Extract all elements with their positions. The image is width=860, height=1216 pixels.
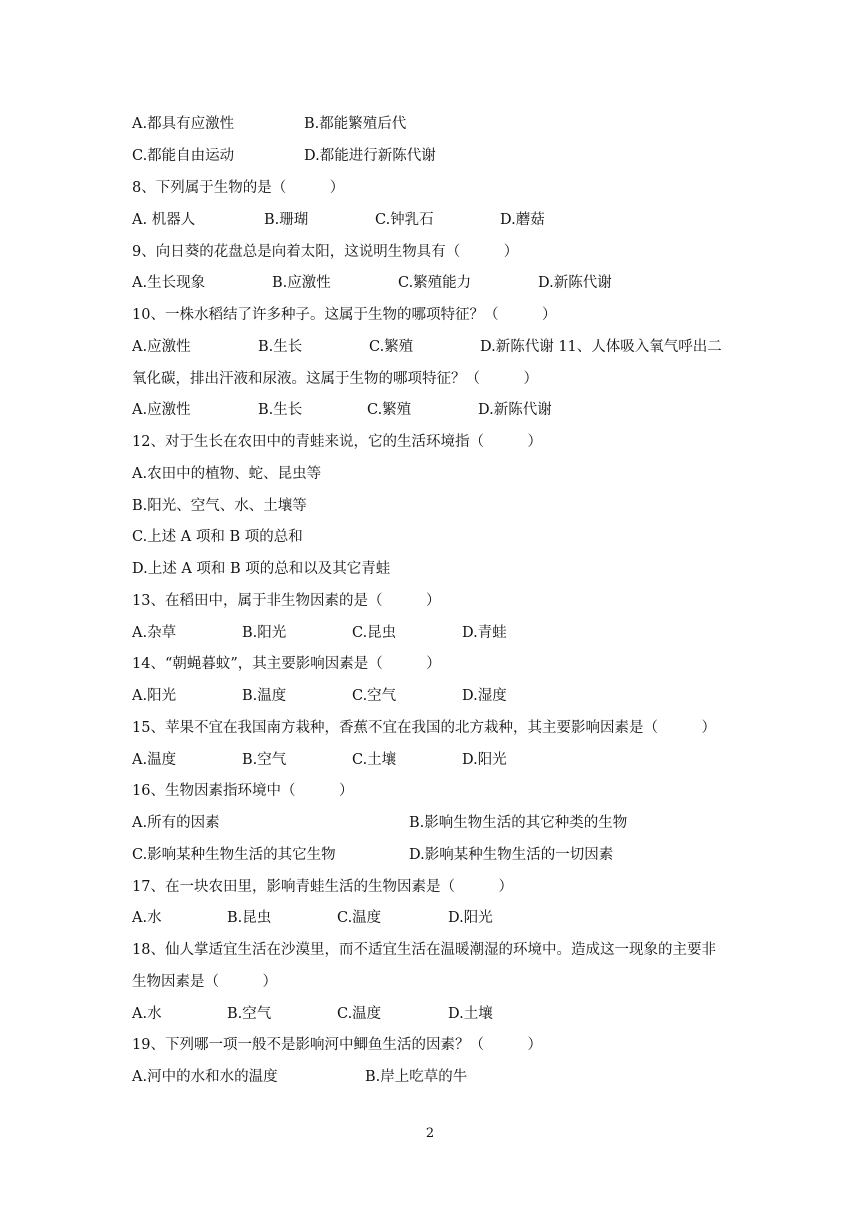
option-d: D.影响某种生物生活的一切因素 xyxy=(409,847,614,863)
option-a: A.农田中的植物、蛇、昆虫等 xyxy=(132,466,322,482)
question-18: 18、仙人掌适宜生活在沙漠里，而不适宜生活在温暖潮湿的环境中。造成这一现象的主要非 xyxy=(132,942,716,958)
question-8: 8、下列属于生物的是（ ） xyxy=(132,180,345,196)
question-13: 13、在稻田中，属于非生物因素的是（ ） xyxy=(132,593,441,609)
option-d: D.新陈代谢 xyxy=(538,275,612,291)
option-b: B.都能繁殖后代 xyxy=(304,116,407,132)
option-c: C.繁殖 xyxy=(367,402,412,418)
option-a: A.水 xyxy=(132,1006,162,1022)
option-c: C.繁殖 xyxy=(369,339,414,355)
option-a: A.河中的水和水的温度 xyxy=(132,1069,278,1085)
option-d: D.阳光 xyxy=(448,910,493,926)
option-c: C.土壤 xyxy=(352,752,397,768)
option-a: A.应激性 xyxy=(132,339,191,355)
question-17: 17、在一块农田里，影响青蛙生活的生物因素是（ ） xyxy=(132,879,513,895)
option-a: A.应激性 xyxy=(132,402,191,418)
option-b: B.影响生物生活的其它种类的生物 xyxy=(409,815,628,831)
option-a: A.温度 xyxy=(132,752,177,768)
option-d: D.湿度 xyxy=(462,688,507,704)
option-b: B.生长 xyxy=(258,402,303,418)
question-15: 15、苹果不宜在我国南方栽种，香蕉不宜在我国的北方栽种，其主要影响因素是（ ） xyxy=(132,720,716,736)
option-c: C.都能自由运动 xyxy=(132,148,235,164)
option-b: B.岸上吃草的牛 xyxy=(365,1069,468,1085)
option-a: A.杂草 xyxy=(132,625,177,641)
option-a: A.都具有应激性 xyxy=(132,116,235,132)
option-a: A. 机器人 xyxy=(132,212,196,228)
page-number: 2 xyxy=(425,1126,435,1141)
option-d: D.阳光 xyxy=(462,752,507,768)
option-b: B.生长 xyxy=(258,339,303,355)
question-11-continued: 氧化碳，排出汗液和尿液。这属于生物的哪项特征？（ ） xyxy=(132,371,538,387)
option-b: B.阳光 xyxy=(242,625,287,641)
option-d: D.上述 A 项和 B 项的总和以及其它青蛙 xyxy=(132,561,391,577)
option-a: A.所有的因素 xyxy=(132,815,220,831)
option-d: D.都能进行新陈代谢 xyxy=(304,148,436,164)
question-10: 10、一株水稻结了许多种子。这属于生物的哪项特征？（ ） xyxy=(132,307,557,323)
option-a: A.阳光 xyxy=(132,688,177,704)
option-b: B.空气 xyxy=(242,752,287,768)
option-c: C.繁殖能力 xyxy=(398,275,472,291)
option-b: B.空气 xyxy=(227,1006,272,1022)
option-a: A.水 xyxy=(132,910,162,926)
option-b: B.温度 xyxy=(242,688,287,704)
option-d: D.新陈代谢 11、人体吸入氧气呼出二 xyxy=(480,339,722,355)
option-c: C.温度 xyxy=(337,910,382,926)
option-a: A.生长现象 xyxy=(132,275,206,291)
option-d: D.青蛙 xyxy=(462,625,507,641)
option-d: D.蘑菇 xyxy=(500,212,545,228)
option-b: B.应激性 xyxy=(272,275,331,291)
option-c: C.空气 xyxy=(352,688,397,704)
option-b: B.阳光、空气、水、土壤等 xyxy=(132,498,307,514)
question-12: 12、对于生长在农田中的青蛙来说，它的生活环境指（ ） xyxy=(132,434,542,450)
option-c: C.上述 A 项和 B 项的总和 xyxy=(132,529,303,545)
question-9: 9、向日葵的花盘总是向着太阳，这说明生物具有（ ） xyxy=(132,244,519,260)
option-b: B.珊瑚 xyxy=(264,212,309,228)
option-b: B.昆虫 xyxy=(227,910,272,926)
question-16: 16、生物因素指环境中（ ） xyxy=(132,783,354,799)
option-c: C.温度 xyxy=(337,1006,382,1022)
question-19: 19、下列哪一项一般不是影响河中鲫鱼生活的因素？（ ） xyxy=(132,1037,542,1053)
option-c: C.钟乳石 xyxy=(375,212,434,228)
option-d: D.土壤 xyxy=(448,1006,493,1022)
question-18-continued: 生物因素是（ ） xyxy=(132,974,277,990)
option-c: C.影响某种生物生活的其它生物 xyxy=(132,847,336,863)
option-c: C.昆虫 xyxy=(352,625,397,641)
question-14: 14、“朝蝇暮蚊”，其主要影响因素是（ ） xyxy=(132,656,441,672)
option-d: D.新陈代谢 xyxy=(478,402,552,418)
